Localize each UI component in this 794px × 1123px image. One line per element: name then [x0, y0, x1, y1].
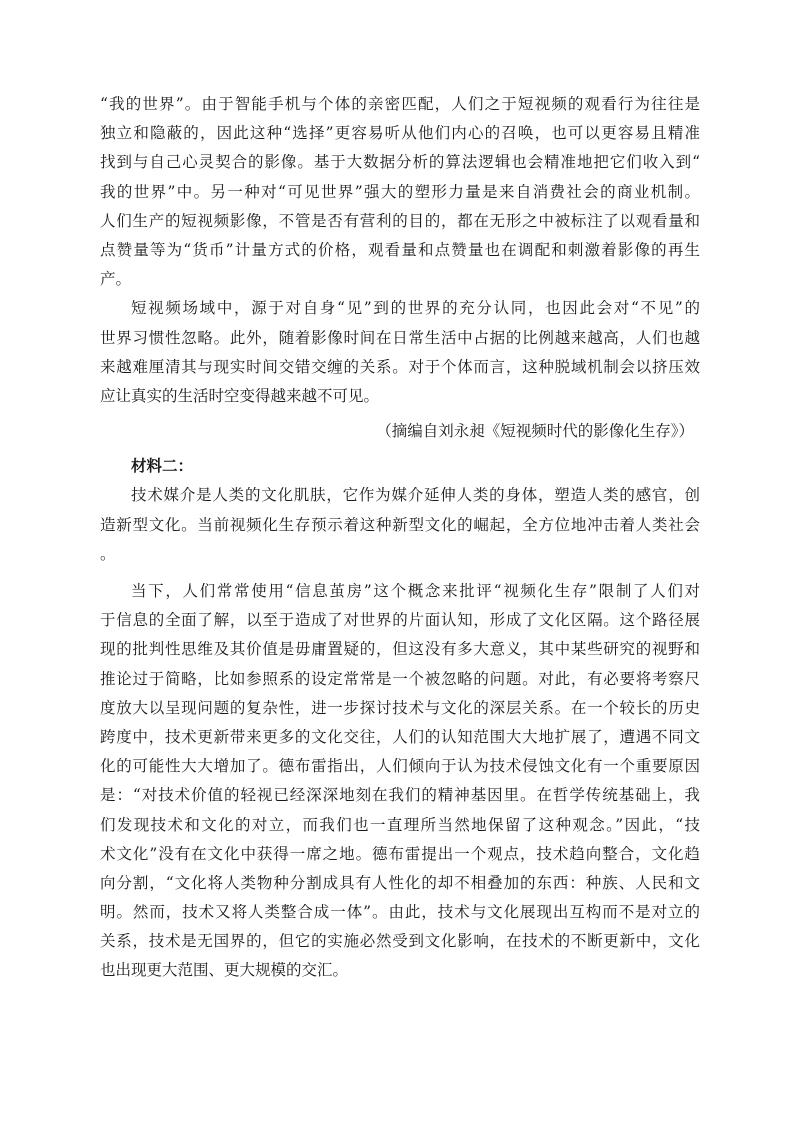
paragraph-4 [100, 577, 700, 986]
text-line: 也出现更大范围、更大规模的交汇。 [100, 961, 349, 980]
text-line: 推论过于简略，比如参照系的设定常常是一个被忽略的问题。对此，有必要将考察尺 [100, 669, 700, 688]
source-citation: （摘编自刘永昶《短视频时代的影像化生存》） [376, 422, 694, 441]
document-page [100, 90, 700, 986]
text-line: 技术媒介是人类的文化肌肤，它作为媒介延伸人类的身体，塑造人类的感官，创 [131, 486, 700, 505]
text-line: 术文化”没有在文化中获得一席之地。德布雷提出一个观点，技术趋向整合，文化趋 [100, 844, 700, 863]
section-heading: 材料二： [131, 457, 194, 476]
text-line: 世界习惯性忽略。此外，随着影像时间在日常生活中占据的比例越来越高，人们也越 [100, 328, 700, 347]
text-line: 度放大以呈现问题的复杂性，进一步探讨技术与文化的深层关系。在一个较长的历史 [100, 698, 700, 717]
text-line: 应让真实的生活时空变得越来越不可见。 [100, 386, 380, 405]
text-line: 找到与自己心灵契合的影像。基于大数据分析的算法逻辑也会精准地把它们收入到“ [100, 153, 700, 172]
text-line: 。 [100, 544, 116, 563]
text-line: 我的世界”中。另一种对“可见世界”强大的塑形力量是来自消费社会的商业机制。 [100, 182, 700, 201]
paragraph-2 [100, 294, 700, 411]
text-line: 造新型文化。当前视频化生存预示着这种新型文化的崛起，全方位地冲击着人类社会 [100, 515, 700, 534]
text-line: 是：“对技术价值的轻视已经深深地刻在我们的精神基因里。在哲学传统基础上，我 [100, 786, 700, 805]
text-line: “我的世界”。由于智能手机与个体的亲密匹配，人们之于短视频的观看行为往往是 [100, 95, 700, 113]
text-line: 来越难厘清其与现实时间交错交缠的关系。对于个体而言，这种脱域机制会以挤压效 [100, 357, 700, 376]
text-line: 当下，人们常常使用“信息茧房”这个概念来批评“视频化生存”限制了人们对 [131, 582, 700, 600]
text-line: 明。然而，技术又将人类整合成一体”。由此，技术与文化展现出互构而不是对立的 [100, 903, 700, 922]
text-line: 关系，技术是无国界的，但它的实施必然受到文化影响，在技术的不断更新中，文化 [100, 932, 700, 951]
text-line: 向分割，“文化将人类物种分割成具有人性化的却不相叠加的东西：种族、人民和文 [100, 873, 700, 892]
paragraph-1 [100, 90, 700, 294]
text-line: 产。 [100, 270, 132, 289]
text-line: 独立和隐蔽的，因此这种“选择”更容易听从他们内心的召唤，也可以更容易且精准 [100, 124, 700, 143]
text-line: 跨度中，技术更新带来更多的文化交往，人们的认知范围大大地扩展了，遭遇不同文 [100, 727, 700, 746]
text-line: 于信息的全面了解，以至于造成了对世界的片面认知，形成了文化区隔。这个路径展 [100, 611, 700, 630]
paragraph-3 [100, 481, 700, 569]
text-line: 们发现技术和文化的对立，而我们也一直理所当然地保留了这种观念。”因此，“技 [100, 815, 700, 834]
text-line: 现的批判性思维及其价值是毋庸置疑的，但这没有多大意义，其中某些研究的视野和 [100, 640, 700, 659]
text-line: 人们生产的短视频影像，不管是否有营利的目的，都在无形之中被标注了以观看量和 [100, 211, 700, 230]
text-line: 短视频场域中，源于对自身“见”到的世界的充分认同，也因此会对“不见”的 [131, 299, 700, 318]
text-line: 化的可能性大大增加了。德布雷指出，人们倾向于认为技术侵蚀文化有一个重要原因 [100, 757, 700, 776]
paragraph-gap [100, 569, 700, 577]
text-line: 点赞量等为“货币”计量方式的价格，观看量和点赞量也在调配和刺激着影像的再生 [100, 240, 700, 259]
